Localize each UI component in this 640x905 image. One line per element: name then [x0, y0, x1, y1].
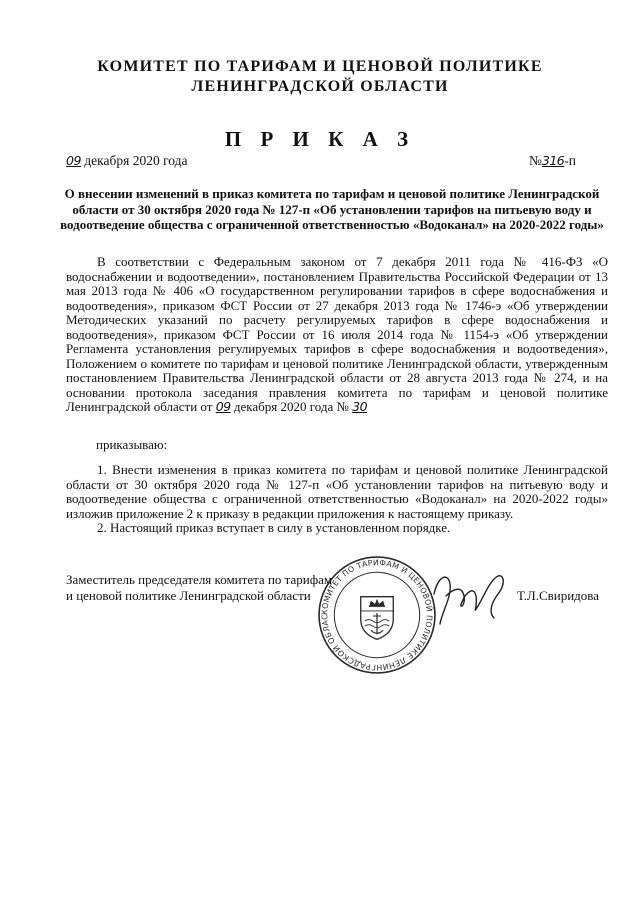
- official-seal: [316, 553, 438, 677]
- preamble: [66, 255, 608, 415]
- document-number: [529, 153, 576, 169]
- signatory-name: Т.Л.Свиридова: [517, 588, 600, 603]
- document-title: П Р И К А З: [224, 127, 416, 151]
- protocol-day-handwritten: 09: [215, 399, 231, 414]
- handwritten-signature: [428, 566, 510, 630]
- position-line: и ценовой политике Ленинградской области: [66, 588, 311, 603]
- protocol-number-handwritten: 30: [352, 399, 368, 414]
- order-word: приказываю:: [96, 437, 168, 452]
- date-rest: декабря 2020 года: [80, 153, 188, 168]
- order-items: [66, 463, 608, 536]
- seal-icon: [316, 553, 438, 677]
- number-suffix: -п: [564, 153, 576, 168]
- order-subject: О внесении изменений в приказ комитета по тарифам и ценовой политике Ленинградской области от 30 октября 2020 года № 127-п «Об установлении тарифов на питьевую воду и водоотведение общества с ограниченной ответственностью «Водоканал» на 2020-2022 годы»: [60, 186, 604, 232]
- seal-text: КОМИТЕТ ПО ТАРИФАМ И ЦЕНОВОЙ ПОЛИТИКЕ ЛЕНИНГРАДСКОЙ ОБЛАС: [320, 558, 434, 672]
- committee-name-line1: КОМИТЕТ ПО ТАРИФАМ И ЦЕНОВОЙ ПОЛИТИКЕ: [97, 58, 543, 75]
- order-item: 1. Внести изменения в приказ комитета по тарифам и ценовой политике Ленинградской области от 30 октября 2020 года № 127-п «Об установлении тарифов на питьевую воду и водоотведение общества с ограниченной ответственностью «Водоканал» на 2020-2022 годы» изложив приложение 2 к приказу в редакции приложения к настоящему приказу.: [66, 462, 608, 521]
- position-line: Заместитель председателя комитета по тарифам: [66, 572, 333, 587]
- committee-name-line2: ЛЕНИНГРАДСКОЙ ОБЛАСТИ: [191, 78, 449, 95]
- preamble-text: В соответствии с Федеральным законом от 7 декабря 2011 года № 416-ФЗ «О водоснабжении и водоотведении», постановлением Правительства Российской Федерации от 13 мая 2013 года № 406 «О государственном регулировании тарифов в сфере водоснабжения и водоотведения», приказом ФСТ России от 27 декабря 2013 года № 1746-э «Об утверждении Методических указаний по расчету регулируемых тарифов в сфере водоснабжения и водоотведения», приказом ФСТ России от 16 июля 2014 года № 1154-э «Об утверждении Регламента установления регулируемых тарифов в сфере водоснабжения и водоотведения», Положением о комитете по тарифам и ценовой политике Ленинградской области, утвержденным постановлением Правительства Ленинградской области от 28 августа 2013 года № 274, и на основании протокола заседания правления комитета по тарифам и ценовой политике Ленинградской области от: [66, 254, 608, 414]
- document-date: [66, 153, 188, 169]
- number-prefix: №: [529, 153, 542, 168]
- signature-icon: [428, 566, 510, 630]
- order-item: 2. Настоящий приказ вступает в силу в установленном порядке.: [97, 520, 451, 535]
- preamble-middle: декабря 2020 года №: [230, 399, 353, 414]
- number-handwritten: 316: [541, 153, 565, 168]
- date-day-handwritten: 09: [66, 153, 81, 168]
- preamble-paragraph: [66, 255, 608, 415]
- signatory-position: [66, 572, 332, 604]
